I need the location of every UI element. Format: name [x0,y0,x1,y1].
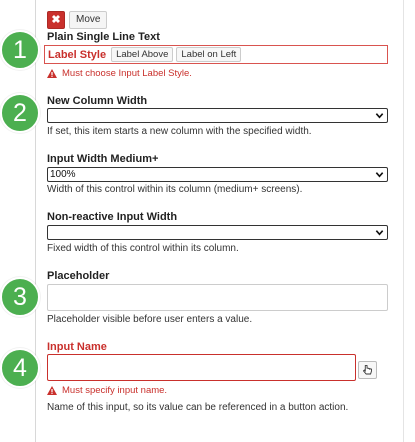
delete-button[interactable] [47,11,65,29]
new-column-width-select[interactable] [47,108,388,123]
input-name-error [47,385,167,396]
input-width-medium-label: Input Width Medium+ [47,153,159,165]
step-badge-2: 2 [0,93,40,133]
label-on-left-button[interactable]: Label on Left [176,47,241,62]
input-name-label: Input Name [47,341,107,353]
warning-triangle-icon [47,69,57,78]
hand-pointer-icon [359,362,376,378]
new-column-width-label: New Column Width [47,95,148,107]
step-badge-1: 1 [0,30,40,70]
input-width-medium-select[interactable] [47,167,388,182]
warning-triangle-icon [47,386,57,395]
label-style-error-text: Must choose Input Label Style. [62,68,192,79]
placeholder-label: Placeholder [47,270,110,282]
label-style-error [47,68,192,79]
input-width-medium-help: Width of this control within its column (medium+ screens). [47,184,303,195]
placeholder-input[interactable] [47,284,388,311]
step-badge-3: 3 [0,277,40,317]
input-name-field[interactable] [47,354,356,381]
move-button[interactable]: Move [69,11,107,29]
label-above-button[interactable]: Label Above [111,47,173,62]
chevron-down-icon [375,111,384,120]
item-toolbar [47,11,107,29]
item-title: Plain Single Line Text [47,31,160,43]
non-reactive-width-select[interactable] [47,225,388,240]
chevron-down-icon [375,228,384,237]
non-reactive-width-help: Fixed width of this control within its column. [47,243,239,254]
placeholder-help: Placeholder visible before user enters a value. [47,314,253,325]
panel-right-border [403,0,404,442]
input-name-error-text: Must specify input name. [62,385,168,396]
non-reactive-width-label: Non-reactive Input Width [47,211,178,223]
input-width-medium-value: 100% [50,169,76,180]
chevron-down-icon [375,170,384,179]
close-icon: ✖ [51,14,61,26]
new-column-width-help: If set, this item starts a new column with the specified width. [47,126,312,137]
label-style-group [44,45,388,64]
input-name-picker-button[interactable] [358,361,377,379]
step-badge-4: 4 [0,348,40,388]
label-style-label: Label Style [48,48,107,61]
input-name-help: Name of this input, so its value can be referenced in a button action. [47,402,349,413]
